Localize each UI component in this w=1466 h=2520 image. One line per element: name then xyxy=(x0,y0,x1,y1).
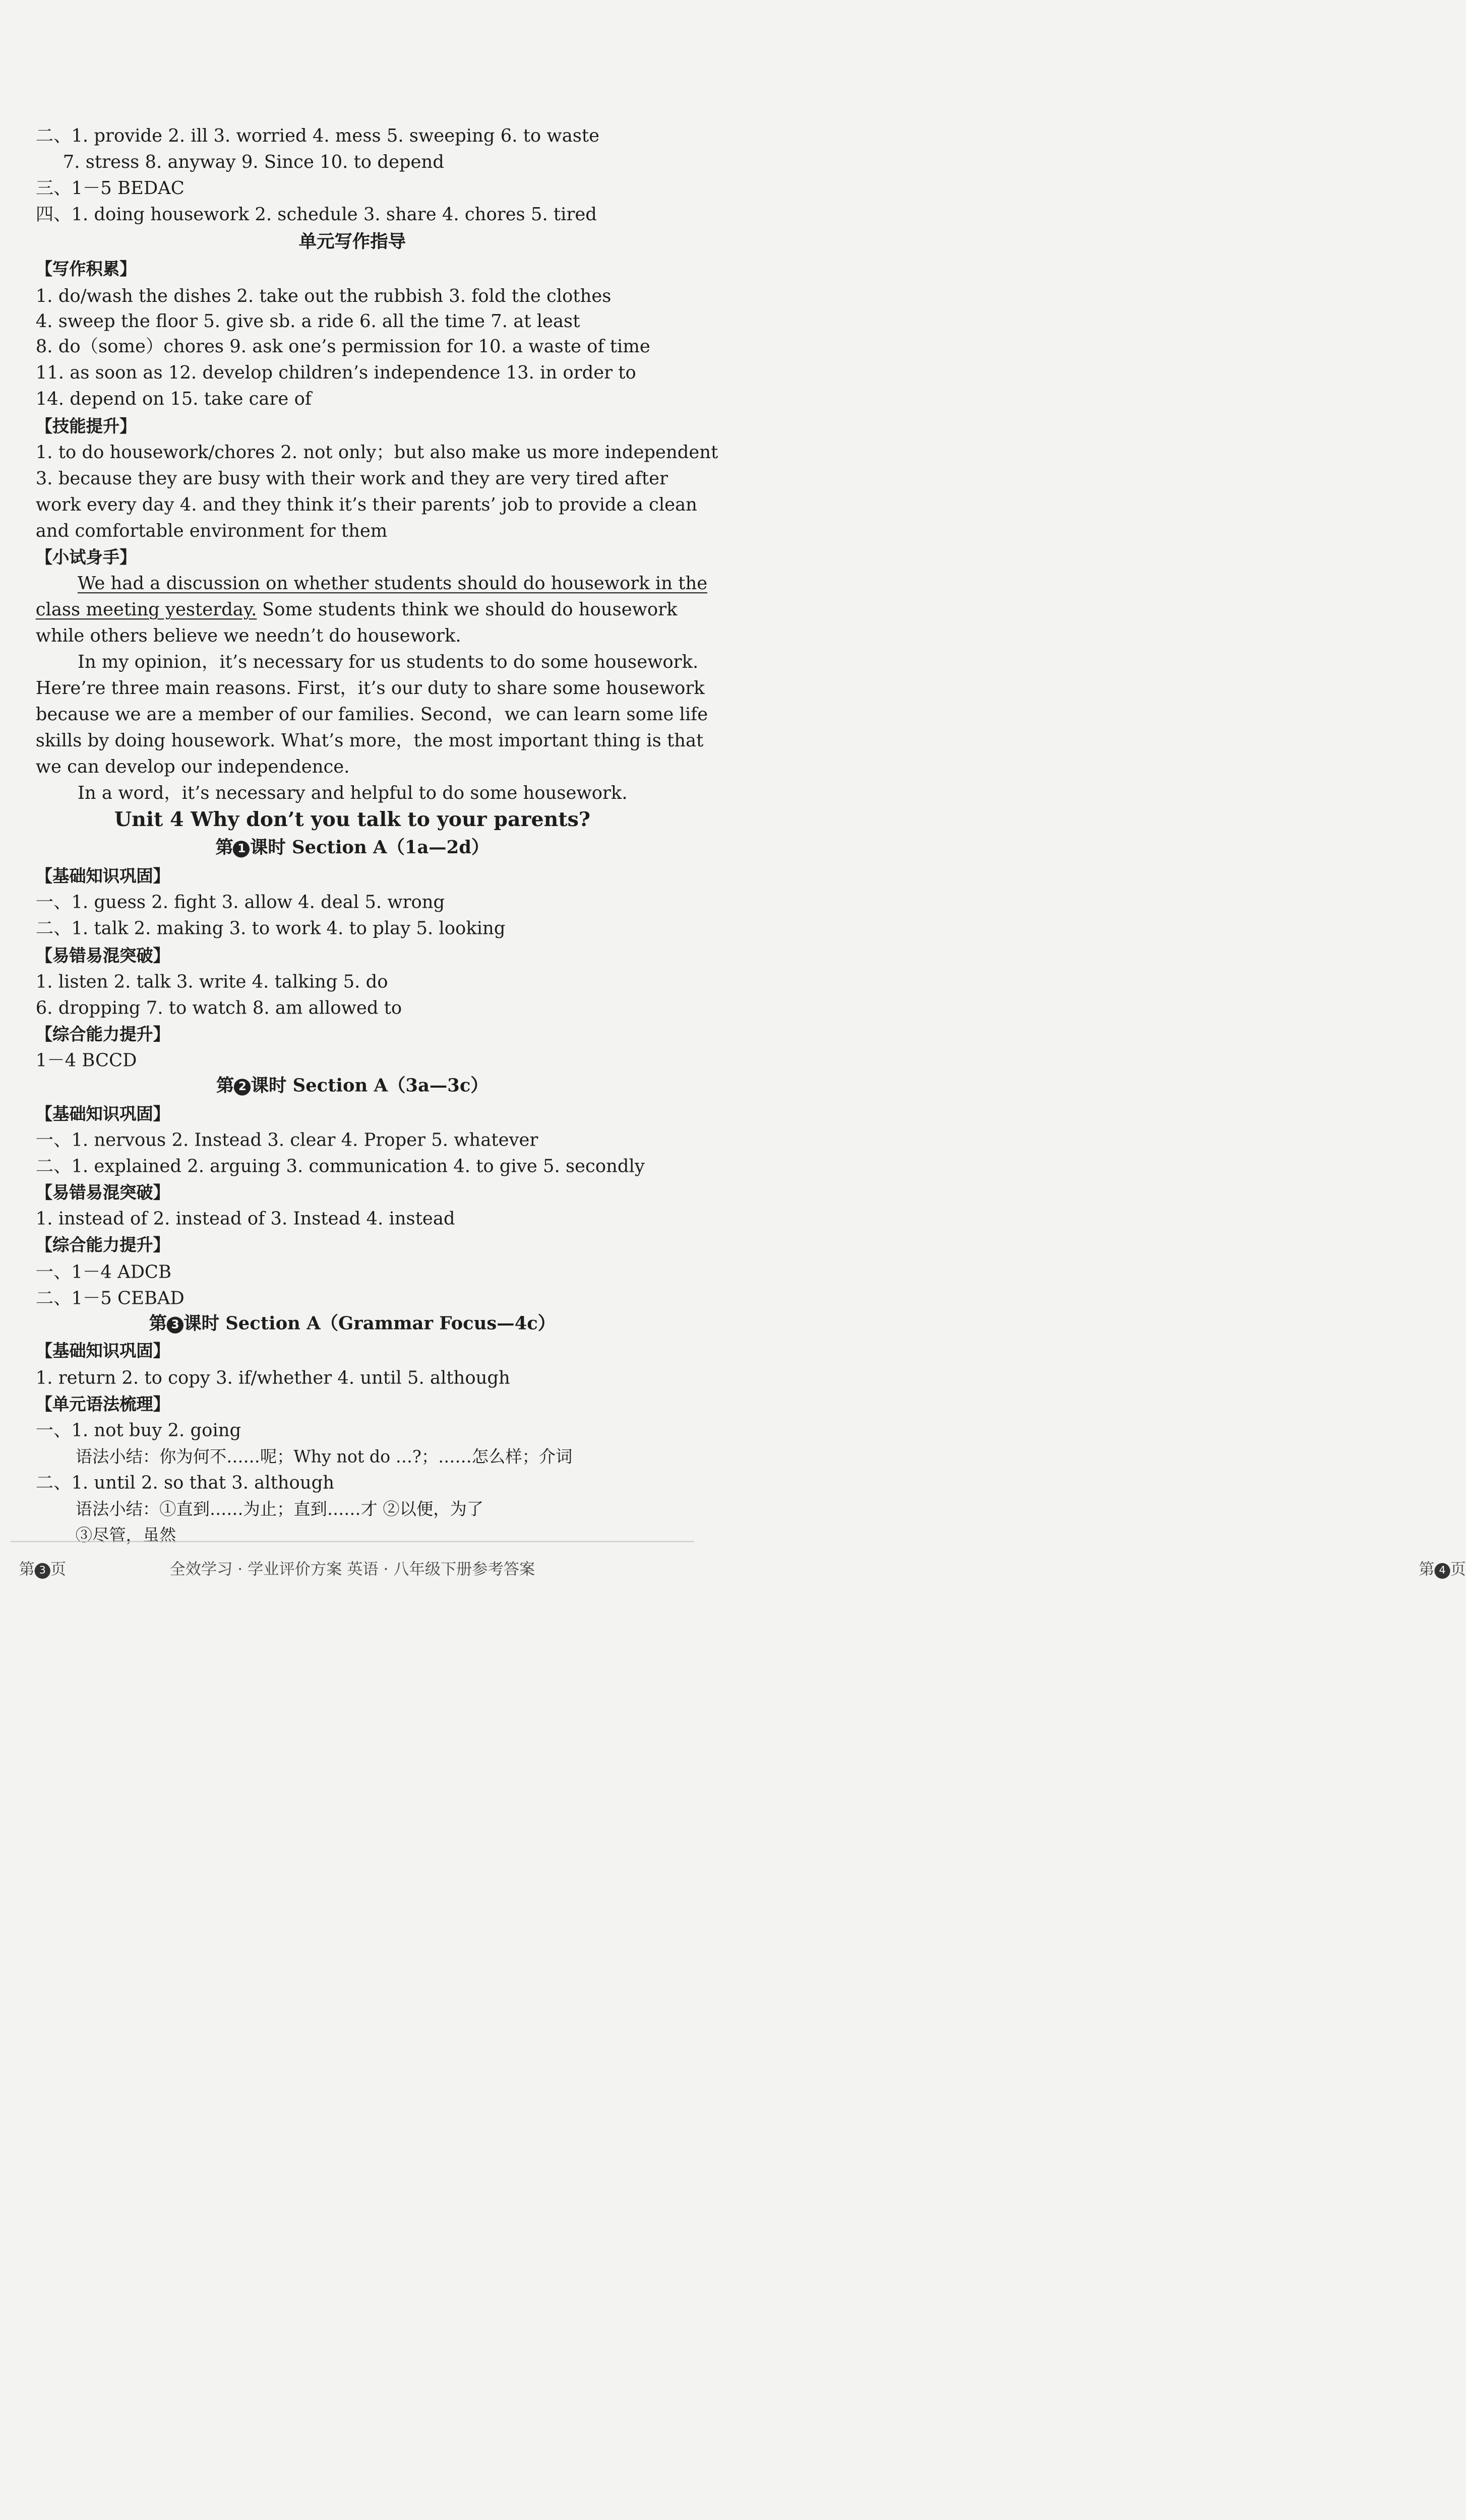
page-number-badge: 4 xyxy=(1434,1563,1450,1579)
section-header: 【基础知识巩固】 xyxy=(35,1341,170,1361)
answer-line: 1. to do housework/chores 2. not only；but also make us more independent xyxy=(35,442,718,464)
answer-line: 4. sweep the floor 5. give sb. a ride 6. all the time 7. at least xyxy=(35,311,580,333)
section-header: 【基础知识巩固】 xyxy=(35,866,170,886)
answer-line: 二、1. talk 2. making 3. to work 4. to play 5. looking xyxy=(35,918,506,939)
answer-line: 一、1. not buy 2. going xyxy=(35,1420,241,1441)
section-header: 【易错易混突破】 xyxy=(35,946,170,966)
answer-line: 11. as soon as 12. develop children’s independence 13. in order to xyxy=(35,362,636,384)
answer-line: 14. depend on 15. take care of xyxy=(35,389,312,410)
lesson-number-badge: 3 xyxy=(167,1316,184,1333)
section-header: 【小试身手】 xyxy=(35,547,137,568)
answer-line: 1－4 BCCD xyxy=(35,1050,137,1072)
answer-line: In a word，it’s necessary and helpful to do some housework. xyxy=(77,783,628,804)
answer-line: 一、1－4 ADCB xyxy=(35,1262,171,1283)
section-header: 【写作积累】 xyxy=(35,259,137,279)
lesson-title xyxy=(0,1313,705,1335)
answer-line: 1. do/wash the dishes 2. take out the rubbish 3. fold the clothes xyxy=(35,286,612,307)
answer-line: Here’re three main reasons. First，it’s our duty to share some housework xyxy=(35,678,705,700)
answer-line: work every day 4. and they think it’s their parents’ job to provide a clean xyxy=(35,494,697,516)
lesson-title-prefix: 第 xyxy=(215,837,233,859)
answer-line: Some students think we should do housework xyxy=(262,599,678,621)
answer-line: 语法小结：你为何不……呢；Why not do …?；……怎么样；介词 xyxy=(75,1446,573,1467)
answer-line: ③尽管，虽然 xyxy=(75,1525,176,1545)
answer-line: 二、1. explained 2. arguing 3. communication 4. to give 5. secondly xyxy=(35,1156,645,1177)
lesson-title xyxy=(0,838,705,859)
answer-line: skills by doing housework. What’s more，the most important thing is that xyxy=(35,730,704,752)
footer-title: 全效学习 · 学业评价方案 英语 · 八年级下册参考答案 xyxy=(169,1560,535,1579)
answer-line: 二、1. until 2. so that 3. although xyxy=(35,1473,335,1494)
answer-line: because we are a member of our families. Second，we can learn some life xyxy=(35,704,708,726)
page-number-badge: 3 xyxy=(35,1563,50,1579)
answer-line: 7. stress 8. anyway 9. Since 10. to depend xyxy=(63,152,444,173)
answer-line: 二、1. provide 2. ill 3. worried 4. mess 5. sweeping 6. to waste xyxy=(35,125,600,147)
writing-guide-heading: 单元写作指导 xyxy=(298,231,406,253)
lesson-title-text: 课时 Section A（3a—3c） xyxy=(251,1076,488,1097)
answer-line: while others believe we needn’t do housework. xyxy=(35,625,461,647)
footer-left-page: 第 3 页 xyxy=(19,1560,67,1579)
footer-right-page: 第 4 页 xyxy=(1419,1560,1466,1579)
section-header: 【单元语法梳理】 xyxy=(35,1394,170,1414)
answer-line: 8. do（some）chores 9. ask one’s permission for 10. a waste of time xyxy=(35,336,650,358)
section-header: 【综合能力提升】 xyxy=(35,1235,170,1255)
section-header: 【技能提升】 xyxy=(35,416,137,436)
lesson-title-text: 课时 Section A（Grammar Focus—4c） xyxy=(184,1313,556,1335)
lesson-number-badge: 1 xyxy=(233,841,250,857)
lesson-title-prefix: 第 xyxy=(216,1076,234,1097)
answer-line: 1. instead of 2. instead of 3. Instead 4. instead xyxy=(35,1209,455,1230)
answer-line: 一、1. guess 2. fight 3. allow 4. deal 5. wrong xyxy=(35,892,445,913)
answer-line: 二、1－5 CEBAD xyxy=(35,1288,185,1309)
answer-line: We had a discussion on whether students should do housework in the xyxy=(77,573,708,595)
lesson-number-badge: 2 xyxy=(234,1079,251,1095)
answer-line: class meeting yesterday. xyxy=(35,599,257,621)
lesson-title-prefix: 第 xyxy=(149,1313,167,1335)
answer-line: 一、1. nervous 2. Instead 3. clear 4. Proper 5. whatever xyxy=(35,1130,538,1151)
answer-line: 1. listen 2. talk 3. write 4. talking 5. do xyxy=(35,972,388,993)
answer-line: 四、1. doing housework 2. schedule 3. share 4. chores 5. tired xyxy=(35,204,597,226)
answer-line: 6. dropping 7. to watch 8. am allowed to xyxy=(35,998,402,1019)
answer-line: and comfortable environment for them xyxy=(35,521,388,542)
footer-divider xyxy=(11,1541,694,1542)
answer-line: In my opinion，it’s necessary for us students to do some housework. xyxy=(77,652,699,673)
answer-line: 语法小结：①直到……为止；直到……才 ②以便，为了 xyxy=(75,1499,484,1519)
section-header: 【综合能力提升】 xyxy=(35,1024,170,1044)
lesson-title xyxy=(0,1076,705,1097)
lesson-title-text: 课时 Section A（1a—2d） xyxy=(250,837,490,859)
section-header: 【基础知识巩固】 xyxy=(35,1104,170,1124)
answer-line: we can develop our independence. xyxy=(35,757,350,778)
unit-title: Unit 4 Why don’t you talk to your parents? xyxy=(114,808,591,832)
answer-line: 3. because they are busy with their work and they are very tired after xyxy=(35,468,668,490)
answer-line: 三、1－5 BEDAC xyxy=(35,178,185,200)
answer-line: 1. return 2. to copy 3. if/whether 4. until 5. although xyxy=(35,1368,510,1389)
section-header: 【易错易混突破】 xyxy=(35,1182,170,1203)
